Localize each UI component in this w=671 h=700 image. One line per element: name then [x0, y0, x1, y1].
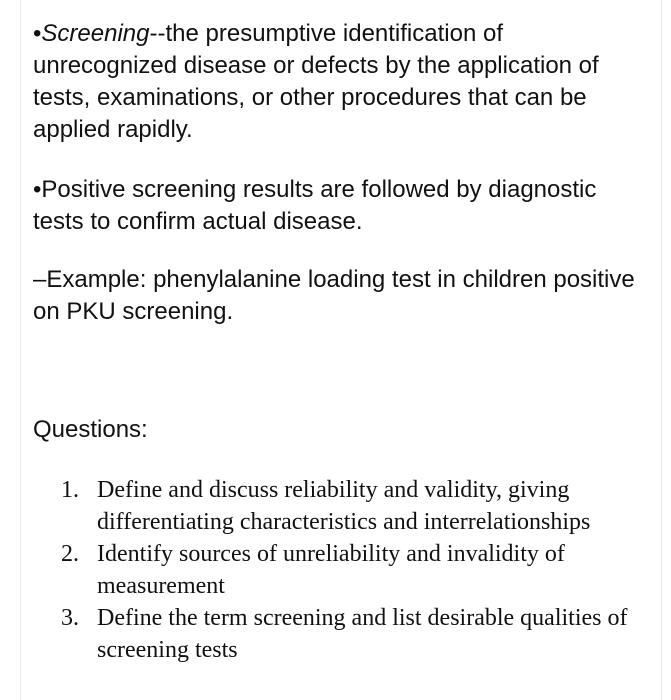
screening-term: Screening — [41, 20, 150, 47]
questions-heading: Questions: — [33, 416, 148, 443]
question-item-1 — [61, 474, 651, 538]
question-text-2: Identify sources of unreliability and invalidity of measurement — [97, 541, 565, 599]
document-page — [20, 0, 662, 700]
screening-definition-paragraph — [33, 18, 643, 146]
questions-list — [61, 474, 651, 666]
question-number-3: 3. — [61, 605, 79, 631]
example-paragraph — [33, 264, 643, 328]
question-text-1: Define and discuss reliability and validity, giving differentiating characteristics and interrelationships — [97, 477, 591, 535]
example-dash: – — [33, 266, 47, 293]
screening-definition-text: --the presumptive identification of unrecognized disease or defects by the application of tests, examinations, or other procedures that can be applied rapidly. — [33, 20, 599, 143]
question-number-1: 1. — [61, 477, 79, 503]
bullet-2: • — [33, 176, 42, 203]
question-number-2: 2. — [61, 541, 79, 567]
question-item-3 — [61, 602, 651, 666]
bullet-1: • — [33, 20, 42, 47]
question-item-2 — [61, 538, 651, 602]
question-text-3: Define the term screening and list desirable qualities of screening tests — [97, 605, 628, 663]
positive-results-text: Positive screening results are followed by diagnostic tests to confirm actual disease. — [33, 176, 597, 235]
positive-results-paragraph — [33, 174, 643, 238]
example-text: Example: phenylalanine loading test in children positive on PKU screening. — [33, 266, 635, 325]
